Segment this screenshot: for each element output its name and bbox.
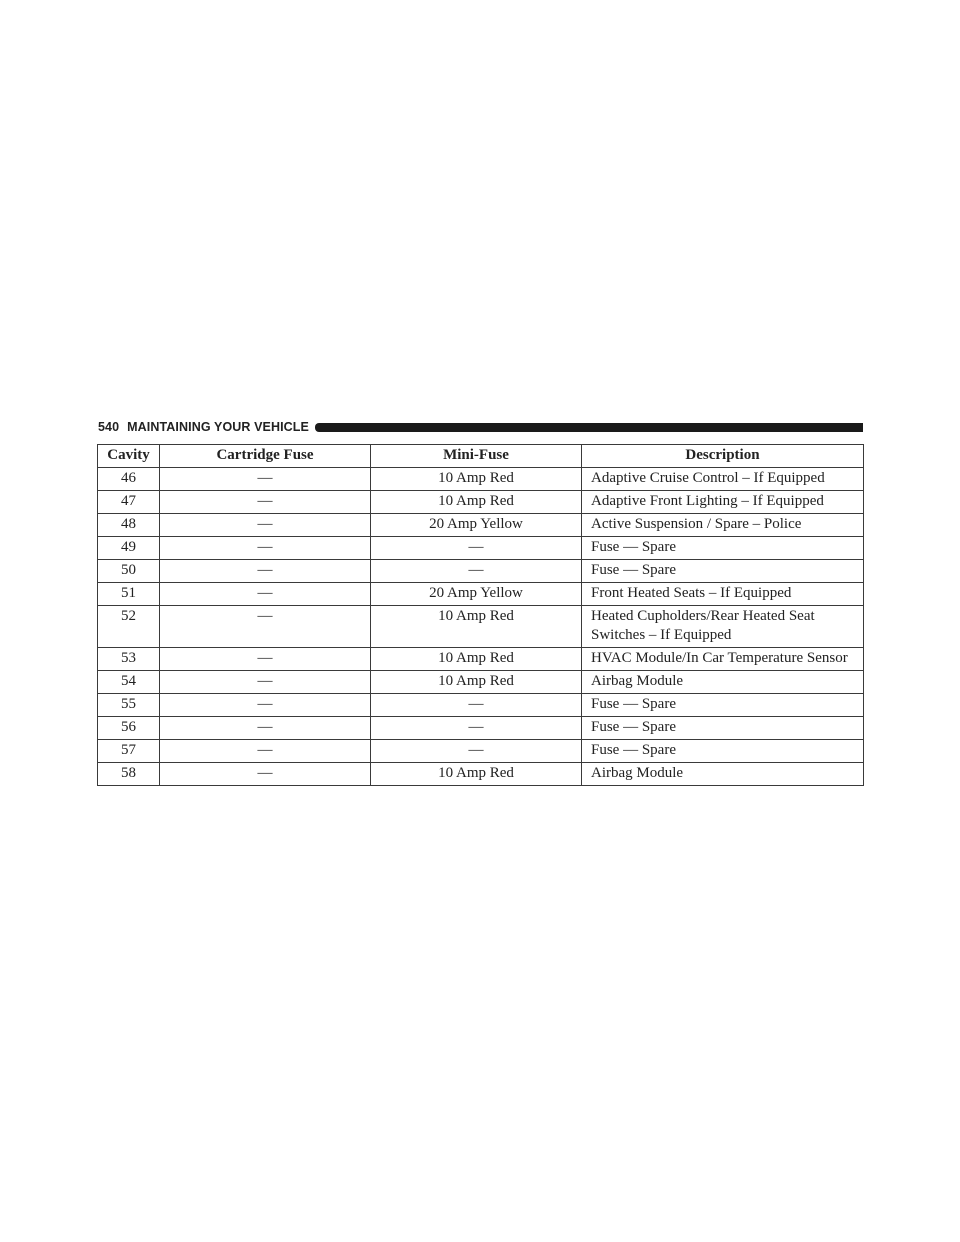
cell-cartridge-fuse: — <box>160 763 371 786</box>
cell-mini-fuse: 10 Amp Red <box>371 468 582 491</box>
cell-cavity: 57 <box>98 740 160 763</box>
cell-description: Fuse — Spare <box>582 740 864 763</box>
column-header-description: Description <box>582 445 864 468</box>
section-title: MAINTAINING YOUR VEHICLE <box>127 420 309 434</box>
cell-cavity: 53 <box>98 648 160 671</box>
cell-description: Airbag Module <box>582 671 864 694</box>
table-row <box>98 763 864 786</box>
cell-description: Fuse — Spare <box>582 560 864 583</box>
cell-cavity: 47 <box>98 491 160 514</box>
cell-cavity: 52 <box>98 606 160 648</box>
cell-cavity: 55 <box>98 694 160 717</box>
table-row <box>98 740 864 763</box>
cell-cartridge-fuse: — <box>160 537 371 560</box>
cell-mini-fuse: 20 Amp Yellow <box>371 514 582 537</box>
table-row <box>98 514 864 537</box>
fuse-table <box>97 444 864 786</box>
cell-cavity: 48 <box>98 514 160 537</box>
cell-cavity: 49 <box>98 537 160 560</box>
column-header-cartridge-fuse: Cartridge Fuse <box>160 445 371 468</box>
cell-cavity: 46 <box>98 468 160 491</box>
cell-mini-fuse: — <box>371 717 582 740</box>
cell-description: Fuse — Spare <box>582 537 864 560</box>
cell-description: Fuse — Spare <box>582 717 864 740</box>
cell-description: Airbag Module <box>582 763 864 786</box>
table-row <box>98 694 864 717</box>
cell-description: HVAC Module/In Car Temperature Sensor <box>582 648 864 671</box>
table-row <box>98 671 864 694</box>
cell-mini-fuse: 10 Amp Red <box>371 491 582 514</box>
page-header <box>98 419 863 435</box>
table-row <box>98 648 864 671</box>
cell-cartridge-fuse: — <box>160 514 371 537</box>
cell-mini-fuse: 10 Amp Red <box>371 606 582 648</box>
cell-description: Heated Cupholders/Rear Heated Seat Switches – If Equipped <box>582 606 864 648</box>
table-row <box>98 468 864 491</box>
cell-description: Active Suspension / Spare – Police <box>582 514 864 537</box>
cell-cartridge-fuse: — <box>160 560 371 583</box>
cell-cartridge-fuse: — <box>160 468 371 491</box>
cell-cavity: 56 <box>98 717 160 740</box>
table-row <box>98 717 864 740</box>
cell-description: Adaptive Cruise Control – If Equipped <box>582 468 864 491</box>
cell-mini-fuse: — <box>371 560 582 583</box>
cell-mini-fuse: 20 Amp Yellow <box>371 583 582 606</box>
table-row <box>98 491 864 514</box>
cell-cavity: 50 <box>98 560 160 583</box>
table-row <box>98 560 864 583</box>
table-row <box>98 583 864 606</box>
cell-mini-fuse: 10 Amp Red <box>371 671 582 694</box>
table-row <box>98 537 864 560</box>
cell-cartridge-fuse: — <box>160 491 371 514</box>
cell-description: Adaptive Front Lighting – If Equipped <box>582 491 864 514</box>
column-header-mini-fuse: Mini-Fuse <box>371 445 582 468</box>
cell-cartridge-fuse: — <box>160 717 371 740</box>
cell-mini-fuse: — <box>371 740 582 763</box>
cell-cartridge-fuse: — <box>160 694 371 717</box>
cell-description: Front Heated Seats – If Equipped <box>582 583 864 606</box>
cell-cavity: 51 <box>98 583 160 606</box>
cell-cartridge-fuse: — <box>160 606 371 648</box>
cell-description: Fuse — Spare <box>582 694 864 717</box>
page-number: 540 <box>98 420 120 434</box>
header-rule <box>315 423 863 432</box>
cell-mini-fuse: 10 Amp Red <box>371 763 582 786</box>
cell-cavity: 54 <box>98 671 160 694</box>
cell-cartridge-fuse: — <box>160 671 371 694</box>
cell-cavity: 58 <box>98 763 160 786</box>
cell-mini-fuse: — <box>371 694 582 717</box>
table-header-row <box>98 445 864 468</box>
cell-cartridge-fuse: — <box>160 583 371 606</box>
column-header-cavity: Cavity <box>98 445 160 468</box>
cell-cartridge-fuse: — <box>160 648 371 671</box>
cell-mini-fuse: 10 Amp Red <box>371 648 582 671</box>
table-row <box>98 606 864 648</box>
cell-cartridge-fuse: — <box>160 740 371 763</box>
cell-mini-fuse: — <box>371 537 582 560</box>
